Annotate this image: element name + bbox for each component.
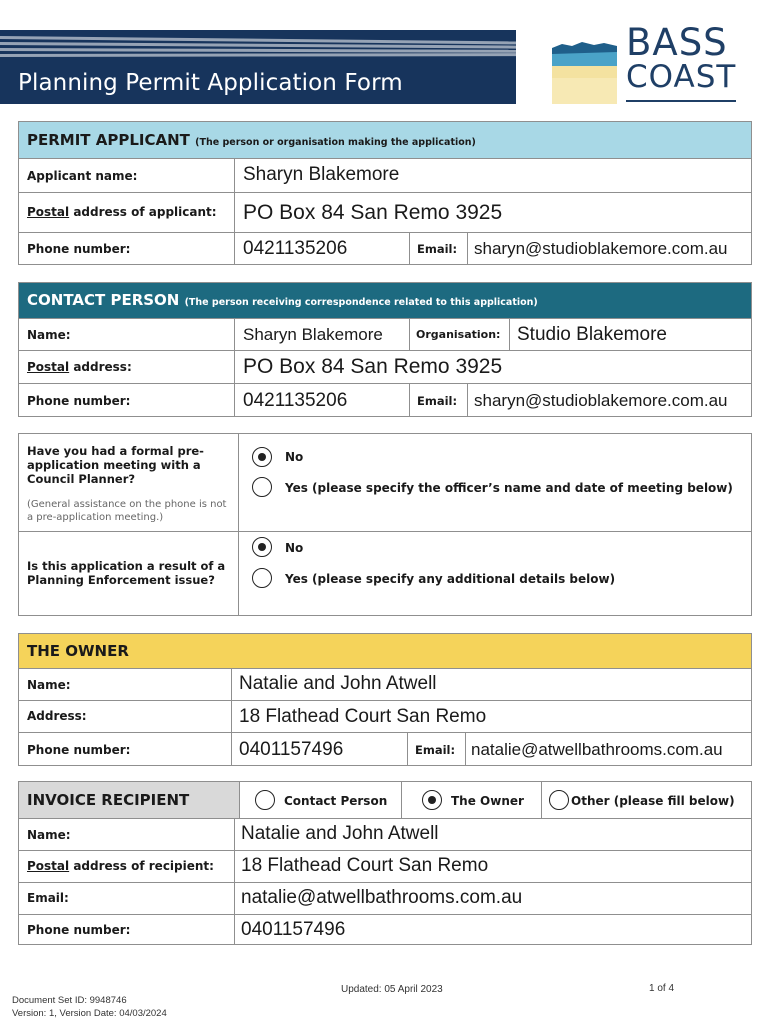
- divider: [234, 883, 235, 914]
- enforcement-question: Is this application a result of a Planning Enforcement issue?: [27, 559, 226, 587]
- divider: [409, 384, 410, 417]
- contact-phone-field[interactable]: 0421135206: [243, 390, 348, 411]
- contact-phone-row: [19, 383, 751, 417]
- bass-coast-logo-icon: [552, 30, 617, 104]
- divider: [407, 733, 408, 766]
- contact-postal-label: [27, 360, 132, 374]
- invoice-owner-radio[interactable]: [422, 790, 442, 810]
- logo-underline: [626, 100, 736, 102]
- invoice-postal-label: [27, 859, 214, 873]
- applicant-phone-label: Phone number:: [27, 242, 131, 256]
- logo-line1: BASS: [626, 21, 728, 64]
- permit-applicant-section: [18, 121, 752, 265]
- contact-postal-row: [19, 350, 751, 383]
- applicant-name-row: [19, 158, 751, 192]
- enforcement-no-radio[interactable]: [252, 537, 272, 557]
- divider: [409, 319, 410, 350]
- logo-wordmark: [626, 21, 737, 95]
- invoice-postal-row: [19, 850, 751, 882]
- organisation-label: Organisation:: [416, 328, 501, 341]
- invoice-phone-field[interactable]: 0401157496: [241, 919, 346, 940]
- postal-underline: Postal: [27, 859, 70, 873]
- applicant-postal-row: [19, 192, 751, 232]
- contact-email-label: Email:: [417, 394, 458, 408]
- owner-name-field[interactable]: Natalie and John Atwell: [239, 673, 437, 694]
- applicant-phone-field[interactable]: 0421135206: [243, 238, 348, 259]
- page-title: Planning Permit Application Form: [18, 70, 403, 96]
- pre-application-note: (General assistance on the phone is not a pre-application meeting.): [27, 499, 227, 523]
- divider: [238, 532, 239, 616]
- pre-application-yes-radio[interactable]: [252, 477, 272, 497]
- owner-section: [18, 633, 752, 766]
- contact-person-section: [18, 282, 752, 417]
- postal-label-rest: address of applicant:: [69, 205, 217, 219]
- section-subtitle: (The person receiving correspondence related to this application): [184, 297, 538, 308]
- updated-date: Updated: 05 April 2023: [341, 984, 443, 995]
- postal-underline: Postal: [27, 360, 70, 374]
- invoice-other-radio[interactable]: [549, 790, 569, 810]
- pre-application-section: [18, 433, 752, 616]
- owner-name-row: [19, 668, 751, 700]
- postal-label-rest: address:: [69, 360, 132, 374]
- invoice-email-row: [19, 882, 751, 914]
- section-title: CONTACT PERSON: [27, 291, 180, 309]
- owner-header: THE OWNER: [19, 634, 751, 668]
- divider: [234, 193, 235, 232]
- divider: [409, 233, 410, 265]
- applicant-postal-label: [27, 205, 217, 219]
- invoice-email-label: Email:: [27, 891, 69, 905]
- applicant-name-field[interactable]: Sharyn Blakemore: [243, 164, 400, 185]
- owner-address-row: [19, 700, 751, 732]
- postal-underline: Postal: [27, 205, 70, 219]
- page-number: 1 of 4: [649, 983, 675, 994]
- contact-name-label: Name:: [27, 328, 71, 342]
- divider: [234, 159, 235, 192]
- version-info: Version: 1, Version Date: 04/03/2024: [12, 1008, 167, 1019]
- invoice-phone-label: Phone number:: [27, 923, 131, 937]
- contact-postal-field[interactable]: PO Box 84 San Remo 3925: [243, 355, 503, 378]
- postal-label-rest: address of recipient:: [69, 859, 214, 873]
- banner-stripe: [0, 48, 516, 53]
- contact-email-field[interactable]: sharyn@studioblakemore.com.au: [474, 391, 728, 410]
- applicant-email-label: Email:: [417, 242, 458, 256]
- divider: [465, 733, 466, 766]
- permit-applicant-header: [19, 122, 751, 158]
- invoice-header-row: [19, 782, 751, 818]
- contact-name-field[interactable]: Sharyn Blakemore: [243, 325, 383, 344]
- contact-name-row: [19, 318, 751, 350]
- contact-person-header: [19, 283, 751, 318]
- divider: [234, 351, 235, 383]
- divider: [234, 915, 235, 945]
- divider: [234, 319, 235, 350]
- owner-phone-row: [19, 732, 751, 766]
- divider: [231, 701, 232, 732]
- enforcement-yes-radio[interactable]: [252, 568, 272, 588]
- pre-application-no-label: No: [285, 450, 304, 464]
- owner-name-label: Name:: [27, 678, 71, 692]
- banner-stripe: [0, 53, 516, 57]
- owner-email-label: Email:: [415, 743, 456, 757]
- divider: [401, 782, 402, 818]
- section-subtitle: (The person or organisation making the application): [195, 137, 476, 148]
- divider: [541, 782, 542, 818]
- divider: [234, 851, 235, 882]
- contact-phone-label: Phone number:: [27, 394, 131, 408]
- applicant-email-field[interactable]: sharyn@studioblakemore.com.au: [474, 239, 728, 258]
- organisation-field[interactable]: Studio Blakemore: [517, 324, 667, 345]
- pre-application-yes-label: Yes (please specify the officer’s name and date of meeting below): [285, 481, 733, 495]
- enforcement-row: [19, 531, 751, 616]
- logo-line2: COAST: [626, 59, 737, 95]
- applicant-phone-row: [19, 232, 751, 265]
- owner-phone-label: Phone number:: [27, 743, 131, 757]
- invoice-email-field[interactable]: natalie@atwellbathrooms.com.au: [241, 887, 523, 908]
- enforcement-no-label: No: [285, 541, 304, 555]
- divider: [231, 733, 232, 766]
- owner-email-field[interactable]: natalie@atwellbathrooms.com.au: [471, 740, 723, 759]
- applicant-name-label: Applicant name:: [27, 169, 138, 183]
- invoice-phone-row: [19, 914, 751, 945]
- divider: [234, 233, 235, 265]
- invoice-contact-person-label: Contact Person: [284, 794, 388, 808]
- owner-address-field[interactable]: 18 Flathead Court San Remo: [239, 706, 487, 727]
- enforcement-yes-label: Yes (please specify any additional details below): [285, 572, 616, 586]
- divider: [239, 782, 240, 818]
- divider: [231, 669, 232, 700]
- pre-application-no-radio[interactable]: [252, 447, 272, 467]
- owner-address-label: Address:: [27, 709, 87, 723]
- owner-phone-field[interactable]: 0401157496: [239, 739, 344, 760]
- invoice-postal-field[interactable]: 18 Flathead Court San Remo: [241, 855, 489, 876]
- document-set-id: Document Set ID: 9948746: [12, 995, 127, 1006]
- divider: [509, 319, 510, 350]
- divider: [234, 819, 235, 850]
- pre-application-question: Have you had a formal pre-application meeting with a Council Planner?: [27, 444, 204, 486]
- divider: [234, 384, 235, 417]
- invoice-name-label: Name:: [27, 828, 71, 842]
- invoice-other-label: Other (please fill below): [571, 794, 735, 808]
- invoice-name-row: [19, 818, 751, 850]
- invoice-name-field[interactable]: Natalie and John Atwell: [241, 823, 439, 844]
- divider: [467, 233, 468, 265]
- invoice-header: INVOICE RECIPIENT: [19, 782, 239, 818]
- invoice-contact-person-radio[interactable]: [255, 790, 275, 810]
- applicant-postal-field[interactable]: PO Box 84 San Remo 3925: [243, 201, 503, 224]
- invoice-recipient-section: [18, 781, 752, 945]
- invoice-owner-label: The Owner: [451, 794, 524, 808]
- section-title: PERMIT APPLICANT: [27, 131, 190, 149]
- divider: [467, 384, 468, 417]
